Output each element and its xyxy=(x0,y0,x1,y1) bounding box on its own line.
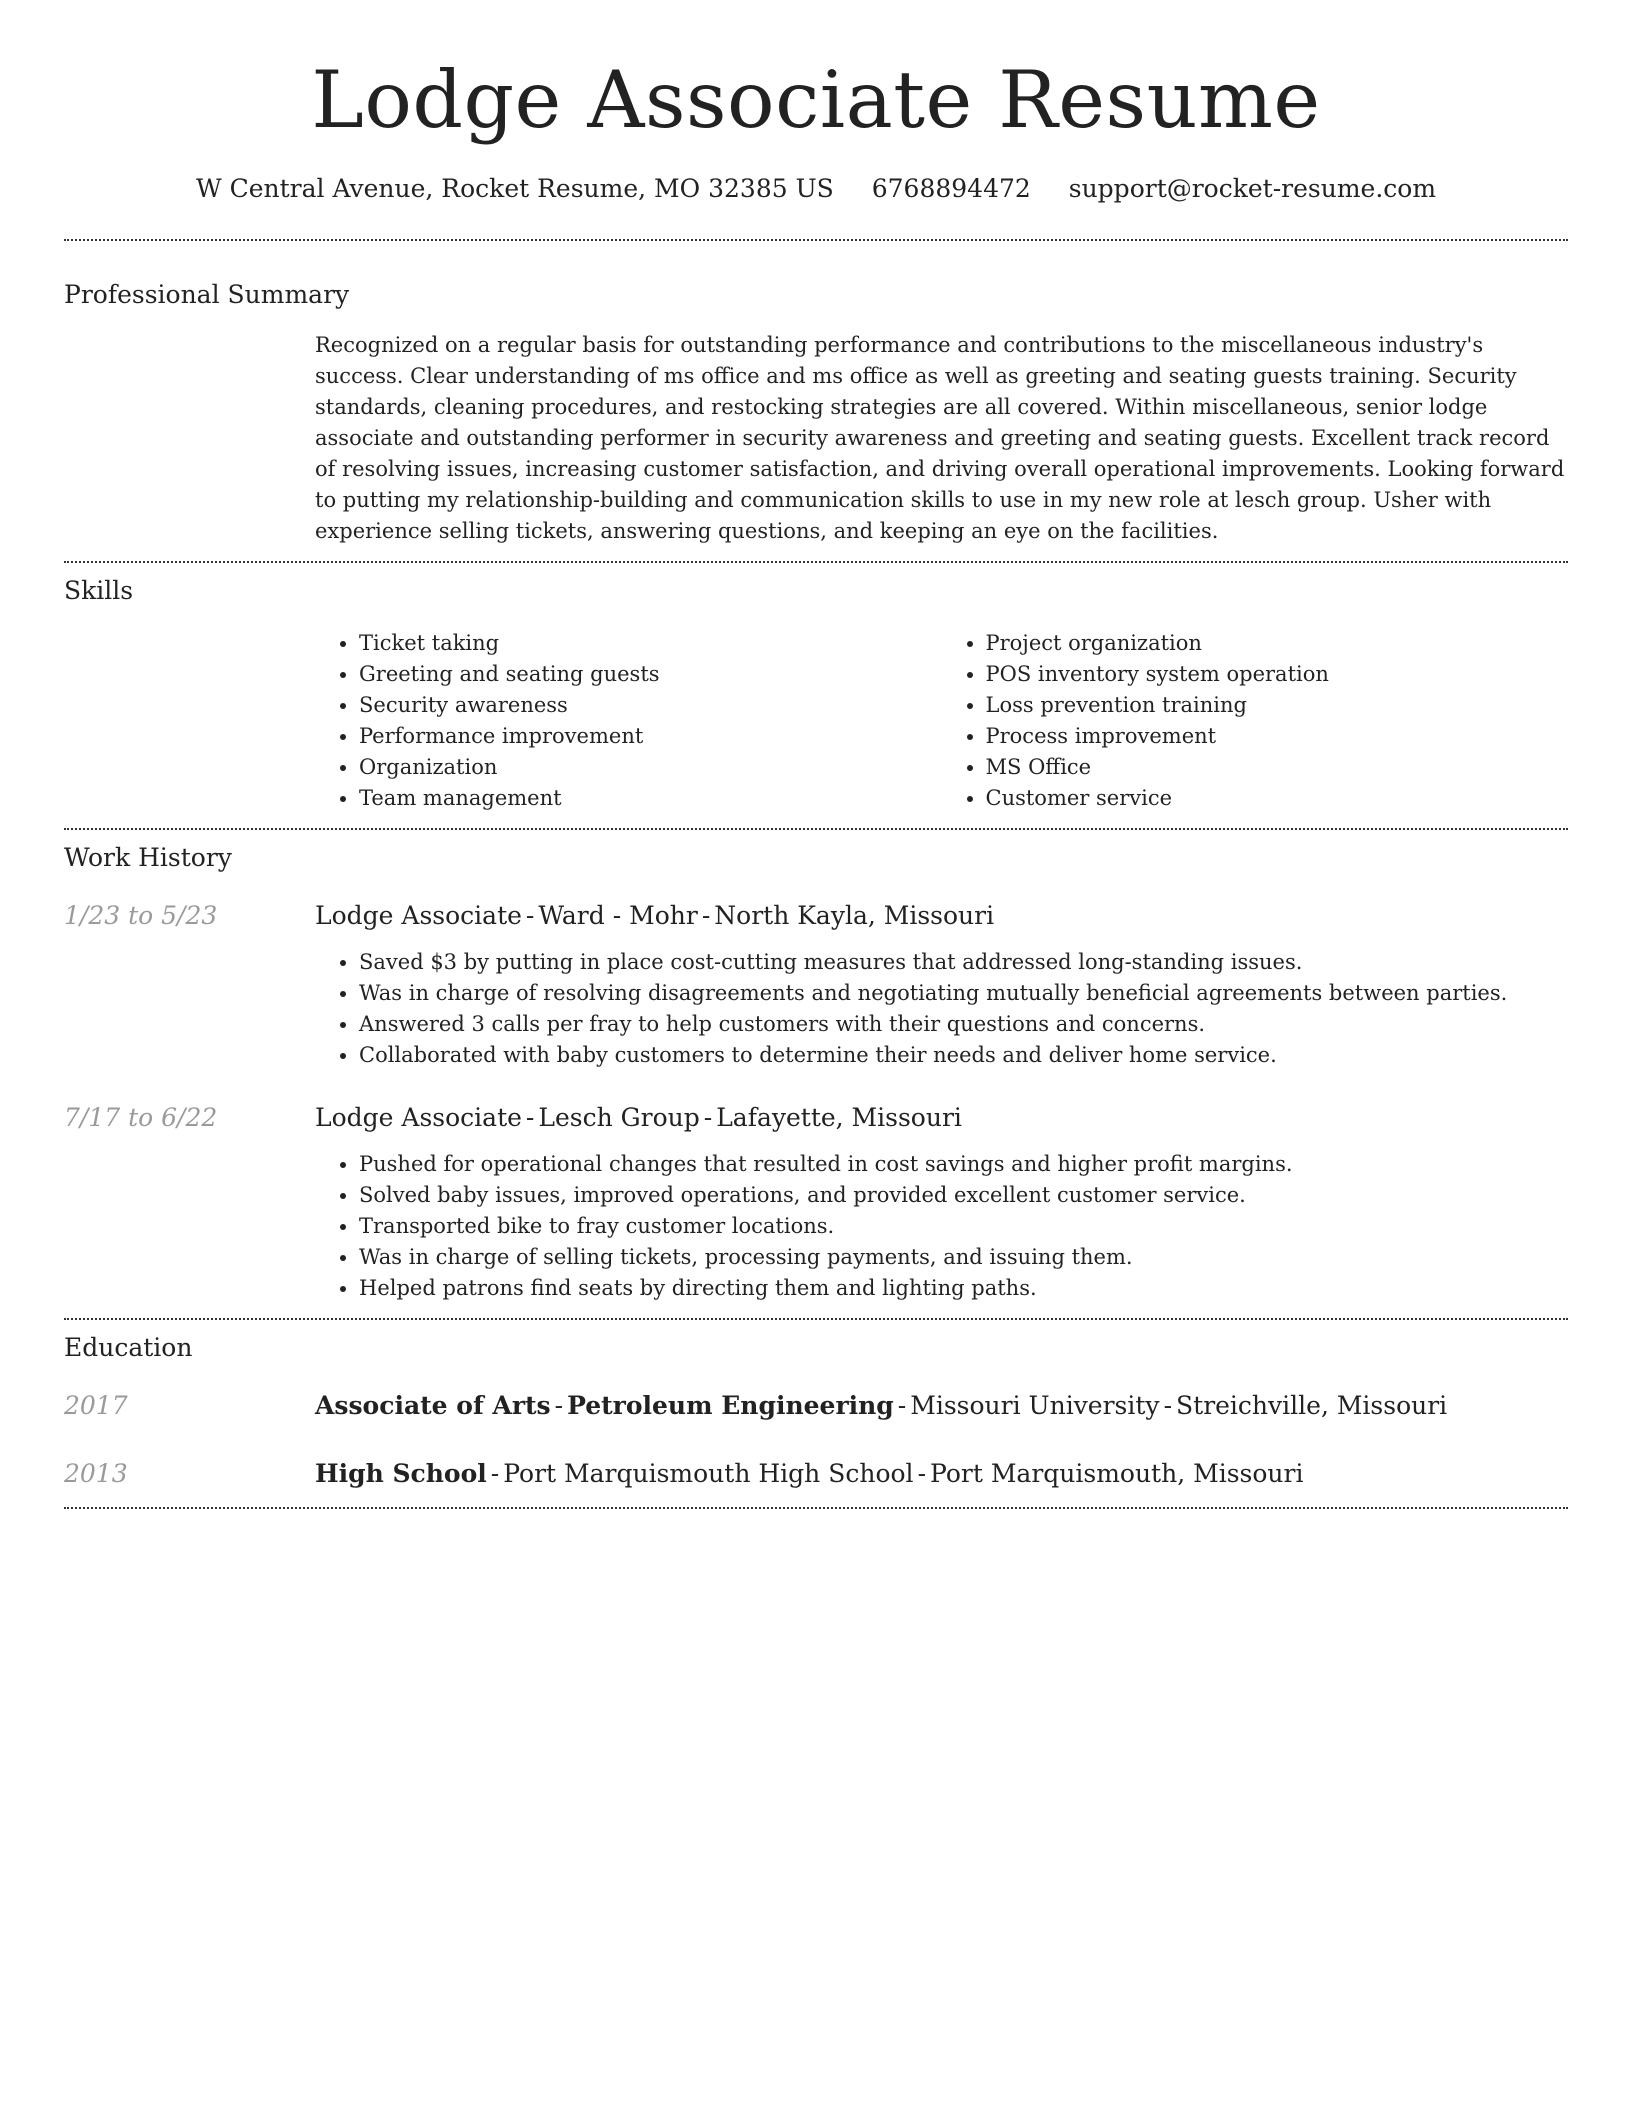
education-degree: High School xyxy=(315,1459,487,1488)
job-location: North Kayla, Missouri xyxy=(714,901,995,930)
education-school: Port Marquismouth High School xyxy=(503,1459,914,1488)
skills-list-right xyxy=(942,628,1569,814)
job-dates: 1/23 to 5/23 xyxy=(64,901,218,930)
skill-item: • Loss prevention training xyxy=(986,690,1569,721)
contact-email: support@rocket-resume.com xyxy=(1068,174,1437,203)
job-heading: Lodge Associate - Ward - Mohr - North Kayla, Missouri xyxy=(315,901,995,930)
job-bullet: • Solved baby issues, improved operations, and provided excellent customer service. xyxy=(359,1180,1568,1211)
contact-phone: 6768894472 xyxy=(871,174,1031,203)
resume-page xyxy=(64,0,1568,1509)
contact-address: W Central Avenue, Rocket Resume, MO 32385 US xyxy=(195,174,834,203)
skill-item: • Greeting and seating guests xyxy=(359,659,942,690)
job-bullets xyxy=(315,947,1568,1071)
job-entry xyxy=(64,899,1568,1071)
education-location: Port Marquismouth, Missouri xyxy=(930,1459,1304,1488)
education-section xyxy=(64,1320,1568,1491)
education-year: 2017 xyxy=(64,1391,128,1420)
education-entry xyxy=(64,1389,1568,1423)
skill-item: • MS Office xyxy=(986,752,1569,783)
section-title-skills: Skills xyxy=(64,576,134,605)
work-section xyxy=(64,830,1568,1304)
job-bullets xyxy=(315,1149,1568,1304)
skill-item: • Organization xyxy=(359,752,942,783)
skill-item: • POS inventory system operation xyxy=(986,659,1569,690)
skill-item: • Process improvement xyxy=(986,721,1569,752)
page-title: Lodge Associate Resume xyxy=(311,54,1321,146)
education-entry xyxy=(64,1457,1568,1491)
job-bullet: • Collaborated with baby customers to determine their needs and deliver home service. xyxy=(359,1040,1568,1071)
education-field: Petroleum Engineering xyxy=(567,1391,894,1420)
job-bullet: • Was in charge of resolving disagreements and negotiating mutually beneficial agreements between parties. xyxy=(359,978,1568,1009)
job-entry xyxy=(64,1101,1568,1304)
skill-item: • Performance improvement xyxy=(359,721,942,752)
job-dates: 7/17 to 6/22 xyxy=(64,1103,218,1132)
education-location: Streichville, Missouri xyxy=(1176,1391,1448,1420)
job-bullet: • Saved $3 by putting in place cost-cutting measures that addressed long-standing issues. xyxy=(359,947,1568,978)
job-location: Lafayette, Missouri xyxy=(716,1103,962,1132)
summary-text: Recognized on a regular basis for outstanding performance and contributions to the miscellaneous industry's success. Clear understanding of ms office and ms office as well as greeting and seating guests training. Security standards, cleaning procedures, and restocking strategies are all covered. Within miscellaneous, senior lodge associate and outstanding performer in security awareness and greeting and seating guests. Excellent track record of resolving issues, increasing customer satisfaction, and driving overall operational improvements. Looking forward to putting my relationship-building and communication skills to use in my new role at lesch group. Usher with experience selling tickets, answering questions, and keeping an eye on the facilities. xyxy=(315,333,1565,543)
job-bullet: • Transported bike to fray customer locations. xyxy=(359,1211,1568,1242)
job-bullet: • Answered 3 calls per fray to help customers with their questions and concerns. xyxy=(359,1009,1568,1040)
skill-item: • Ticket taking xyxy=(359,628,942,659)
section-title-education: Education xyxy=(64,1333,193,1362)
education-year: 2013 xyxy=(64,1459,128,1488)
education-school: Missouri University xyxy=(910,1391,1160,1420)
job-heading: Lodge Associate - Lesch Group - Lafayette, Missouri xyxy=(315,1103,962,1132)
job-bullet: • Helped patrons find seats by directing them and lighting paths. xyxy=(359,1273,1568,1304)
contact-line xyxy=(64,172,1568,206)
skill-item: • Team management xyxy=(359,783,942,814)
section-title-summary: Professional Summary xyxy=(64,280,350,309)
skill-item: • Security awareness xyxy=(359,690,942,721)
job-bullet: • Pushed for operational changes that resulted in cost savings and higher profit margins. xyxy=(359,1149,1568,1180)
section-title-work: Work History xyxy=(64,843,232,872)
education-degree: Associate of Arts xyxy=(315,1391,551,1420)
job-bullet: • Was in charge of selling tickets, processing payments, and issuing them. xyxy=(359,1242,1568,1273)
skill-item: • Project organization xyxy=(986,628,1569,659)
job-company: Ward - Mohr xyxy=(538,901,698,930)
divider xyxy=(64,1507,1568,1509)
education-heading: High School - Port Marquismouth High School - Port Marquismouth, Missouri xyxy=(315,1459,1304,1488)
job-title: Lodge Associate xyxy=(315,901,522,930)
skill-item: • Customer service xyxy=(986,783,1569,814)
skills-list-left xyxy=(315,628,942,814)
education-heading: Associate of Arts - Petroleum Engineering - Missouri University - Streichville, Missouri xyxy=(315,1391,1448,1420)
job-title: Lodge Associate xyxy=(315,1103,522,1132)
job-company: Lesch Group xyxy=(538,1103,700,1132)
skills-section xyxy=(64,563,1568,814)
summary-section xyxy=(64,241,1568,547)
